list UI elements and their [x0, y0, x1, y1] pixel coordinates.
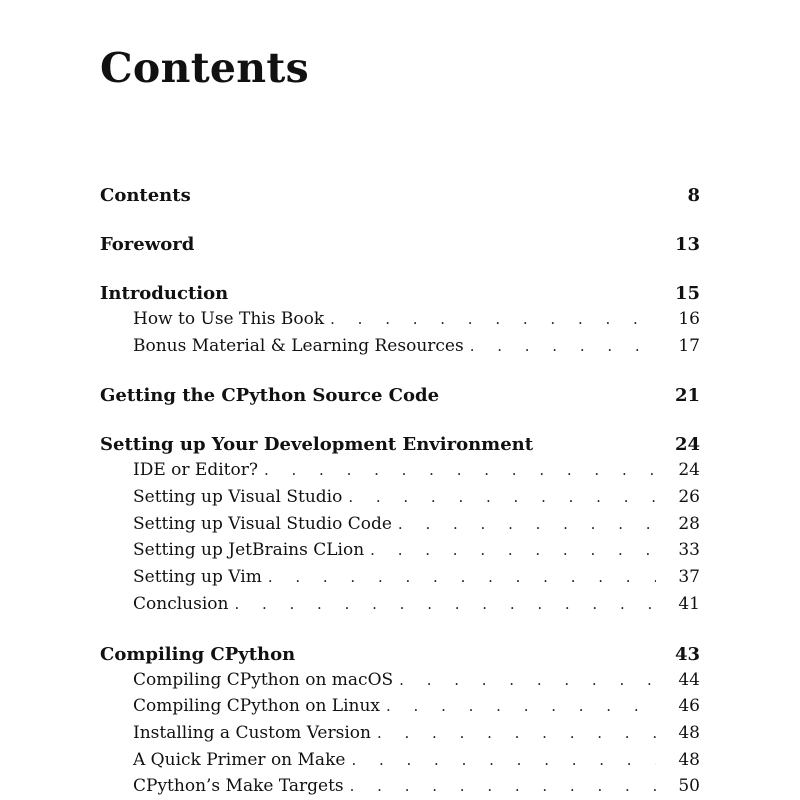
dot-leader	[350, 773, 656, 800]
section-page-number: 28	[678, 513, 700, 534]
chapter-row[interactable]	[100, 184, 700, 208]
section-row[interactable]	[100, 693, 700, 720]
section-page-number: 46	[678, 696, 700, 717]
chapter-page-number: 24	[674, 434, 700, 456]
chapter-page-number: 8	[687, 185, 700, 206]
chapter-row[interactable]	[100, 233, 700, 257]
toc-chapter	[100, 433, 700, 617]
section-title: Installing a Custom Version	[133, 722, 371, 743]
chapter-page-number: 43	[674, 643, 700, 665]
section-title: Compiling CPython on macOS	[133, 669, 394, 690]
section-title: Conclusion	[133, 593, 229, 614]
section-row[interactable]	[100, 511, 700, 538]
section-row[interactable]	[100, 537, 700, 564]
section-title: Setting up Visual Studio	[133, 487, 343, 508]
chapter-row[interactable]	[100, 643, 700, 667]
section-page-number: 37	[678, 567, 700, 588]
dot-leader	[268, 564, 656, 591]
dot-leader	[399, 667, 656, 694]
section-title: How to Use This Book	[133, 309, 325, 329]
section-title: CPython’s Make Targets	[133, 776, 344, 797]
section-page-number: 17	[678, 335, 700, 356]
chapter-title: Contents	[100, 185, 191, 206]
section-page-number: 48	[678, 749, 700, 770]
chapter-row[interactable]	[100, 384, 700, 408]
dot-leader	[386, 693, 656, 720]
dot-leader	[264, 457, 656, 484]
section-page-number: 44	[678, 669, 700, 690]
section-row[interactable]	[100, 457, 700, 484]
dot-leader	[470, 333, 656, 360]
chapter-page-number: 21	[674, 385, 700, 407]
section-page-number: 33	[678, 540, 700, 561]
section-page-number: 24	[678, 460, 700, 481]
chapter-row[interactable]	[100, 433, 700, 457]
chapter-page-number: 13	[674, 234, 700, 255]
toc-chapter	[100, 184, 700, 208]
section-title: A Quick Primer on Make	[133, 749, 346, 770]
section-page-number: 16	[678, 309, 700, 329]
chapter-title: Getting the CPython Source Code	[100, 385, 440, 407]
toc-chapter	[100, 233, 700, 257]
section-title: Setting up Visual Studio Code	[133, 513, 392, 534]
section-title: Compiling CPython on Linux	[133, 696, 381, 717]
section-row[interactable]	[100, 747, 700, 774]
section-title: Setting up JetBrains CLion	[133, 540, 365, 561]
section-page-number: 26	[678, 487, 700, 508]
chapter-row[interactable]	[100, 282, 700, 306]
dot-leader	[348, 484, 656, 511]
section-page-number: 50	[678, 776, 700, 797]
section-page-number: 41	[678, 593, 700, 614]
section-row[interactable]	[100, 333, 700, 360]
section-page-number: 48	[678, 722, 700, 743]
chapter-title: Foreword	[100, 234, 195, 255]
toc-chapter	[100, 384, 700, 408]
dot-leader	[370, 537, 656, 564]
table-of-contents	[100, 184, 700, 800]
toc-chapter	[100, 643, 700, 800]
section-row[interactable]	[100, 591, 700, 618]
dot-leader	[398, 511, 656, 538]
section-row[interactable]	[100, 720, 700, 747]
dot-leader	[234, 591, 656, 618]
toc-chapter	[100, 282, 700, 359]
section-title: Setting up Vim	[133, 567, 262, 588]
section-row[interactable]	[100, 306, 700, 333]
page-title: Contents	[100, 44, 310, 92]
chapter-title: Introduction	[100, 283, 229, 304]
section-row[interactable]	[100, 484, 700, 511]
dot-leader	[377, 720, 656, 747]
section-row[interactable]	[100, 564, 700, 591]
chapter-title: Compiling CPython	[100, 643, 296, 665]
chapter-title: Setting up Your Development Environment	[100, 434, 534, 456]
dot-leader	[351, 747, 656, 774]
chapter-page-number: 15	[674, 283, 700, 304]
section-title: Bonus Material & Learning Resources	[133, 335, 464, 356]
section-title: IDE or Editor?	[133, 460, 258, 481]
section-row[interactable]	[100, 667, 700, 694]
section-row[interactable]	[100, 773, 700, 800]
dot-leader	[330, 306, 656, 333]
